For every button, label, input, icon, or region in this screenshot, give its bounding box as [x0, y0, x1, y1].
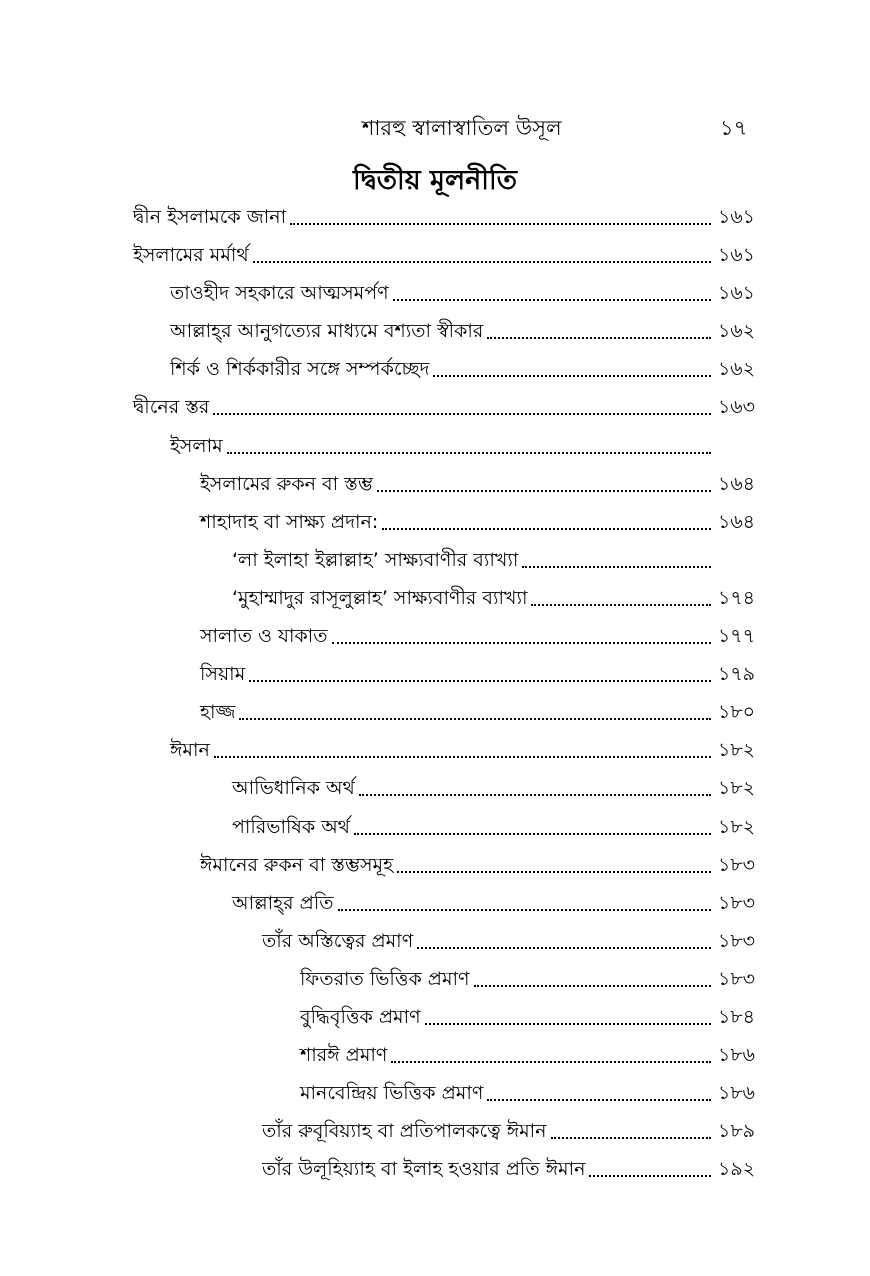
toc-entry [0, 1114, 870, 1152]
dot-leader [425, 1023, 711, 1025]
toc-entry-label: দ্বীন ইসলামকে জানা [133, 206, 287, 228]
toc-entry-label: ঈমান [170, 739, 210, 762]
toc-entry [0, 924, 870, 962]
toc-entry [0, 619, 870, 657]
dot-leader [522, 566, 711, 568]
running-title: শারহু স্বালাস্বাতিল উসূল [362, 116, 562, 140]
dot-leader [397, 871, 711, 873]
toc-entry [0, 695, 870, 733]
dot-leader [589, 1175, 711, 1177]
toc-entry-page: ১৮৩ [717, 967, 755, 990]
toc-entry-label: হাজ্জ [200, 701, 236, 724]
toc-entry-page: ১৬৩ [717, 396, 755, 419]
toc-entry-page: ১৮৯ [718, 1120, 755, 1143]
toc-entry-label: ‘লা ইলাহা ইল্লাল্লাহ’ সাক্ষ্যবাণীর ব্যাখ্যা [232, 548, 519, 571]
toc-entry-page: ১৬৪ [717, 472, 755, 495]
toc-entry-label: আল্লাহ্‌র আনুগত্যের মাধ্যমে বশ্যতা স্বীকার [170, 320, 484, 343]
toc-entry-page: ১৮২ [717, 777, 755, 800]
dot-leader [474, 985, 711, 987]
toc-entry-label: পারিভাষিক অর্থ [232, 815, 350, 838]
toc-entry-page: ১৮৩ [717, 891, 755, 914]
toc-entry [0, 314, 870, 352]
toc-entry-page: ১৭৭ [717, 625, 755, 648]
toc-entry [0, 352, 870, 390]
toc-entry [0, 390, 870, 428]
toc-entry-label: মানবেন্দ্রিয় ভিত্তিক প্রমাণ [300, 1082, 484, 1105]
toc-entry [0, 429, 870, 467]
toc-entry [0, 505, 870, 543]
toc-entry-label: তাঁর অস্তিত্বের প্রমাণ [262, 929, 414, 952]
toc-entry [0, 733, 870, 771]
dot-leader [359, 794, 711, 796]
toc-entry [0, 238, 870, 276]
dot-leader [227, 452, 711, 454]
toc-entry-page: ১৬২ [717, 358, 755, 381]
dot-leader [487, 1099, 711, 1101]
toc-entry-page: ১৬৪ [717, 510, 755, 533]
toc-entry [0, 810, 870, 848]
dot-leader [531, 604, 711, 606]
toc-entry-label: ইসলামের রুকন বা স্তম্ভ [200, 472, 373, 495]
toc-entry-page: ১৬১ [717, 206, 755, 228]
toc-entry-page: ১৮৪ [718, 1005, 755, 1028]
toc-entry-label: ‘মুহাম্মাদুর রাসূলুল্লাহ’ সাক্ষ্যবাণীর ব্যাখ্যা [232, 586, 528, 609]
toc-entry [0, 1000, 870, 1038]
toc-entry-page: ১৭৯ [717, 663, 755, 686]
dot-leader [354, 833, 711, 835]
toc-entry-label: তাঁর উলূহিয়্যাহ বা ইলাহ হওয়ার প্রতি ঈমান [262, 1158, 586, 1181]
toc-entry-label: শির্ক ও শির্ককারীর সঙ্গে সম্পর্কচ্ছেদ [170, 358, 430, 381]
dot-leader [551, 1137, 712, 1139]
toc-entry-label: তাঁর রুবূবিয়্যাহ বা প্রতিপালকত্বে ঈমান [262, 1120, 547, 1143]
dot-leader [249, 680, 711, 682]
dot-leader [239, 718, 711, 720]
toc-entry [0, 1076, 870, 1114]
toc-entry [0, 886, 870, 924]
toc-entry-label: ঈমানের রুকন বা স্তম্ভসমূহ [200, 853, 394, 876]
toc-entry [0, 276, 870, 314]
dot-leader [332, 642, 711, 644]
toc-entry-page: ১৭৪ [717, 586, 755, 609]
dot-leader [391, 1061, 711, 1063]
dot-leader [214, 756, 711, 758]
toc-entry-page: ১৮৩ [717, 929, 755, 952]
dot-leader [487, 337, 711, 339]
section-title: দ্বিতীয় মূলনীতি [353, 165, 517, 196]
toc-entry-page: ১৬১ [717, 282, 755, 305]
dot-leader [382, 528, 711, 530]
toc-entry-label: আভিধানিক অর্থ [232, 777, 355, 800]
toc-entry-page: ১৮২ [717, 815, 755, 838]
toc-entry-page: ১৮৬ [717, 1082, 755, 1105]
toc-entry-page: ১৬২ [717, 320, 755, 343]
toc-entry-label: ইসলামের মর্মার্থ [133, 244, 249, 267]
toc-entry-label: তাওহীদ সহকারে আত্মসমর্পণ [170, 282, 389, 305]
toc-entry-label: ফিতরাত ভিত্তিক প্রমাণ [300, 967, 470, 990]
toc-entry [0, 848, 870, 886]
toc-entry-page: ১৬১ [717, 244, 755, 267]
page-number: ১৭ [720, 116, 748, 140]
dot-leader [377, 490, 711, 492]
toc-entry-page: ১৮২ [717, 739, 755, 762]
toc-entry [0, 1038, 870, 1076]
dot-leader [393, 299, 711, 301]
toc-entry-label: বুদ্ধিবৃত্তিক প্রমাণ [300, 1005, 421, 1028]
toc-entry [0, 962, 870, 1000]
toc-entry [0, 200, 870, 238]
toc-entry [0, 467, 870, 505]
toc-entry-label: শারঈ প্রমাণ [300, 1044, 388, 1067]
page-header [0, 112, 870, 148]
table-of-contents [0, 200, 870, 1190]
toc-entry-label: সালাত ও যাকাত [200, 625, 328, 648]
toc-entry [0, 771, 870, 809]
toc-entry-label: দ্বীনের স্তর [133, 396, 210, 419]
toc-entry-page: ১৮৬ [717, 1044, 755, 1067]
dot-leader [433, 375, 711, 377]
toc-entry-page: ১৮০ [717, 701, 755, 724]
toc-entry-page: ১৯২ [717, 1158, 755, 1181]
toc-entry-label: শাহাদাহ বা সাক্ষ্য প্রদান: [200, 510, 379, 533]
toc-entry [0, 581, 870, 619]
dot-leader [290, 223, 711, 225]
dot-leader [417, 947, 711, 949]
toc-entry-label: সিয়াম [200, 663, 246, 686]
dot-leader [253, 261, 711, 263]
toc-entry [0, 657, 870, 695]
toc-entry-page: ১৮৩ [717, 853, 755, 876]
toc-entry-label: ইসলাম [170, 434, 223, 457]
toc-entry-label: আল্লাহ্‌র প্রতি [232, 891, 334, 914]
toc-entry [0, 543, 870, 581]
toc-entry [0, 1152, 870, 1190]
dot-leader [213, 413, 711, 415]
dot-leader [338, 909, 711, 911]
